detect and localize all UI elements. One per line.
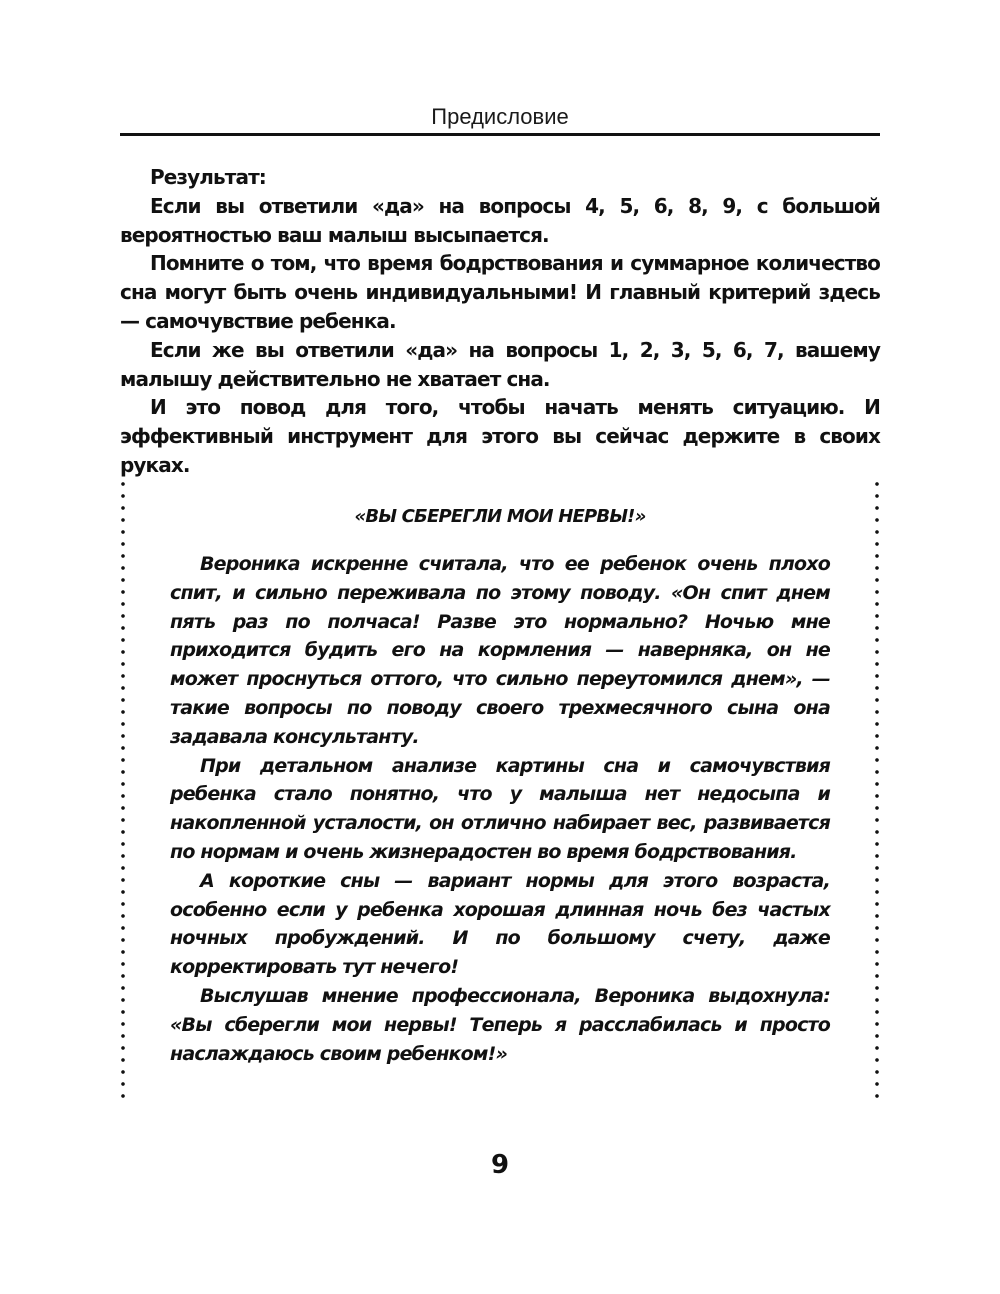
dotted-border-right [875, 478, 879, 1098]
case-study-text [170, 550, 830, 1068]
paragraph: Помните о том, что время бодрствования и суммарное количество сна могут быть очень индивидуальными! И главный критерий здесь — самочувствие ребенка. [120, 251, 880, 333]
case-paragraph: Вероника искренне считала, что ее ребенок очень плохо спит, и сильно переживала по этому поводу. «Он спит днем пять раз по полчаса! Разве это нормально? Ночью мне приходится будить его на кормления — наверняка, он не может проснуться оттого, что сильно переутомился днем», — такие вопросы по поводу своего трехмесячного сына она задавала консультанту. [170, 553, 830, 748]
case-study-title: «ВЫ СБЕРЕГЛИ МОИ НЕРВЫ!» [354, 506, 646, 527]
case-paragraph: При детальном анализе картины сна и самочувствия ребенка стало понятно, что у малыша нет недосыпа и накопленной усталости, он отлично набирает вес, развивается по нормам и очень жизнерадостен во время бодрствования. [170, 754, 830, 863]
header-rule [120, 133, 880, 136]
page-number: 9 [490, 1150, 510, 1180]
result-label: Результат: [150, 165, 266, 189]
case-paragraph: Выслушав мнение профессионала, Вероника выдохнула: «Вы сберегли мои нервы! Теперь я расслабилась и просто наслаждаюсь своим ребенком!» [170, 984, 830, 1065]
paragraph: И это повод для того, чтобы начать менять ситуацию. И эффективный инструмент для этого вы сейчас держите в своих руках. [120, 395, 880, 477]
paragraph: Если вы ответили «да» на вопросы 4, 5, 6, 8, 9, с большой вероятностью ваш малыш высыпается. [120, 193, 880, 247]
main-text [120, 163, 880, 480]
case-paragraph: А короткие сны — вариант нормы для этого возраста, особенно если у ребенка хорошая длинная ночь без частых ночных пробуждений. И по большому счету, даже корректировать тут нечего! [170, 869, 830, 979]
case-study-box [120, 478, 880, 1098]
dotted-border-left [121, 478, 125, 1098]
running-head: Предисловие [431, 104, 569, 129]
paragraph: Если же вы ответили «да» на вопросы 1, 2, 3, 5, 6, 7, вашему малышу действительно не хватает сна. [120, 337, 880, 391]
